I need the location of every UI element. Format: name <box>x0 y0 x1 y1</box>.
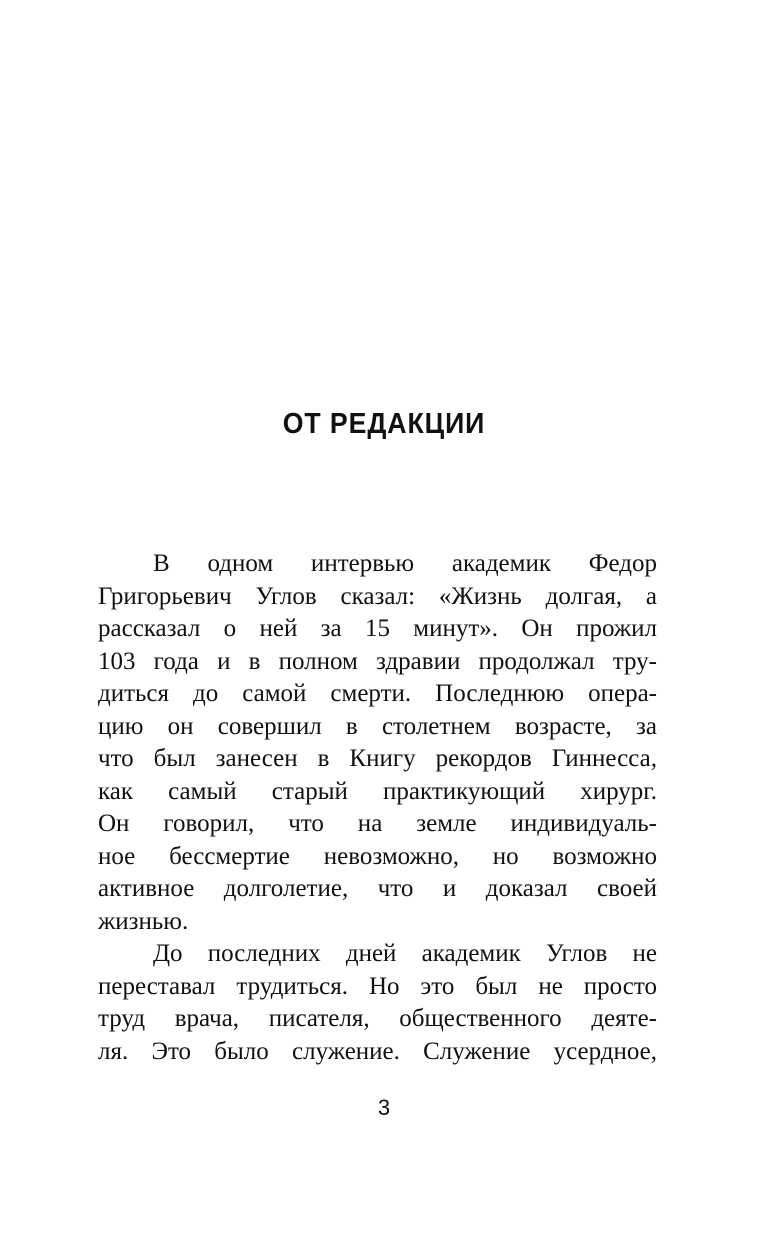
text-line: рассказал о ней за 15 минут». Он прожил <box>98 615 657 642</box>
text-line: Григорьевич Углов сказал: «Жизнь долгая, а <box>98 582 657 610</box>
page-title: ОТ РЕДАКЦИИ <box>282 408 486 440</box>
page-number: 3 <box>377 1095 391 1120</box>
text-line: труд врача, писателя, общественного деяте- <box>98 1005 657 1032</box>
text-line: активное долголетие, что и доказал своей <box>98 875 657 902</box>
body-text <box>98 548 657 1068</box>
text-line: ля. Это было служение. Служение усердное, <box>98 1037 657 1065</box>
text-line: ное бессмертие невозможно, но возможно <box>98 842 657 870</box>
text-line: Он говорил, что на земле индивидуаль- <box>98 810 657 837</box>
text-line: До последних дней академик Углов не <box>153 940 657 967</box>
text-line: цию он совершил в столетнем возрасте, за <box>98 712 657 740</box>
text-line: В одном интервью академик Федор <box>153 550 657 577</box>
text-line: жизнью. <box>98 907 189 935</box>
text-line: 103 года и в полном здравии продолжал тру- <box>98 647 657 675</box>
text-line: что был занесен в Книгу рекордов Гиннесса, <box>98 745 657 772</box>
text-line: переставал трудиться. Но это был не просто <box>98 972 657 1000</box>
text-line: диться до самой смерти. Последнюю опера- <box>98 680 657 707</box>
text-line: как самый старый практикующий хирург. <box>98 777 657 805</box>
